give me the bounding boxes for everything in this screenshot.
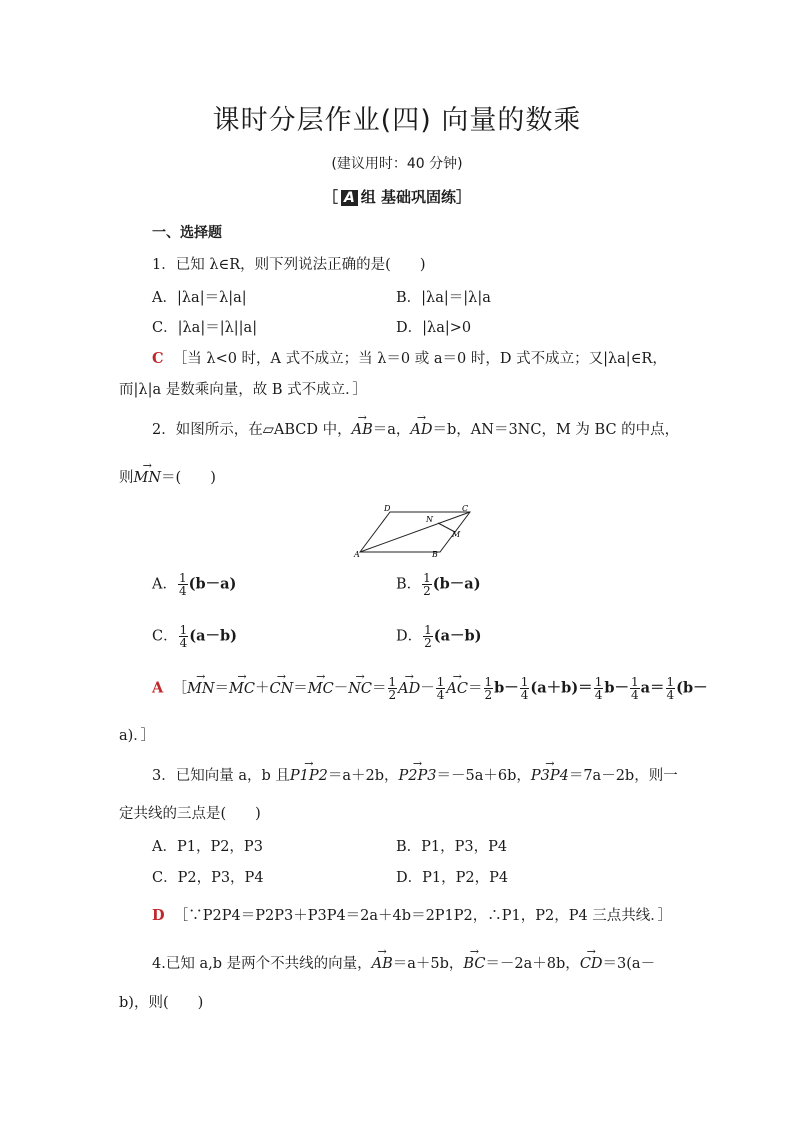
frac-num: 1 <box>594 675 603 689</box>
term-ab: (a＋b)＝ <box>530 679 593 697</box>
frac-num: 1 <box>178 571 187 585</box>
frac-den: 2 <box>484 688 493 702</box>
fraction-quarter <box>594 676 604 701</box>
fraction-quarter <box>666 676 676 701</box>
q2-stem-line1 <box>152 418 679 439</box>
frac-num: 1 <box>179 623 188 637</box>
q2-option-d <box>396 624 482 649</box>
vector-ad: → AD <box>410 422 432 438</box>
frac-num: 1 <box>424 623 432 637</box>
q1-explanation-line1 <box>152 347 667 368</box>
group-letter-badge: A <box>341 190 358 206</box>
q3-s2: ＝－5a＋6b， <box>436 768 531 784</box>
q1-explain-2: 而|λ|a 是数乘向量，故 B 式不成立．］ <box>119 382 367 398</box>
fraction-quarter <box>436 676 446 701</box>
label-a: A <box>354 550 360 558</box>
plus: ＋ <box>254 680 270 697</box>
equals: ＝ <box>468 680 483 697</box>
frac-num: 1 <box>630 675 639 689</box>
equals: ＝ <box>214 680 230 697</box>
q4-s2: ＝－2a＋8b， <box>485 956 580 972</box>
page-title: 课时分层作业(四) 向量的数乘 <box>212 105 582 136</box>
frac-den: 2 <box>423 584 431 598</box>
vector-p1p2: → P1P2 <box>290 768 328 784</box>
q3-explanation <box>152 904 672 925</box>
fraction-quarter <box>178 572 188 597</box>
frac-num: 1 <box>388 675 397 689</box>
fraction-quarter <box>630 676 640 701</box>
q1-option-a: A．|λa|＝λ|a| <box>152 290 247 306</box>
vector-nc: → NC <box>348 681 372 697</box>
q2-explain-2: a)．］ <box>119 728 156 744</box>
frac-num: 1 <box>436 675 445 689</box>
vector-ad: → AD <box>398 681 420 697</box>
vector-p3p4: → P3P4 <box>531 768 569 784</box>
vector-mc: → MC <box>229 681 255 697</box>
label-n: N <box>426 515 433 524</box>
frac-num: 1 <box>666 675 675 689</box>
q3-s3: ＝7a－2b，则一 <box>568 768 678 784</box>
group-text: 组 基础巩固练 <box>360 188 457 206</box>
q1-option-c: C．|λa|＝|λ||a| <box>152 320 258 336</box>
term-a: a＝ <box>640 679 665 697</box>
q2-answer: A <box>152 679 164 697</box>
q2-eq-b: ＝b，AN＝3NC，M 为 BC 的中点， <box>432 422 680 438</box>
q4-stem-line1 <box>152 952 655 973</box>
vector-ac: → AC <box>446 681 468 697</box>
vector-cd: → CD <box>580 956 603 972</box>
q1-stem: 1．已知 λ∈R，则下列说法正确的是( ) <box>152 257 426 273</box>
vector-bc: → BC <box>463 956 485 972</box>
q2-a-expr: (b－a) <box>188 575 237 593</box>
q1-option-b: B．|λa|＝|λ|a <box>396 290 491 306</box>
frac-den: 4 <box>666 688 675 702</box>
q2-option-a <box>152 572 236 597</box>
q2-stem-1a: 2．如图所示，在▱ABCD 中， <box>152 422 352 438</box>
group-bracket-close: ］ <box>456 188 472 206</box>
vector-mn: → MN <box>187 681 215 697</box>
q2-a-label: A． <box>152 576 177 593</box>
q3-explain: ［∵P2P4＝P2P3＋P3P4＝2a＋4b＝2P1P2，∴P1，P2，P4 三点共线．］ <box>173 908 673 924</box>
equals: ＝ <box>293 680 308 697</box>
frac-den: 2 <box>388 688 397 702</box>
fraction-half <box>484 676 494 701</box>
q2-b-label: B． <box>396 576 422 593</box>
group-heading <box>0 186 794 207</box>
equals: ＝ <box>372 680 387 697</box>
q3-option-c: C．P2，P3，P4 <box>152 870 264 886</box>
minus: － <box>420 680 435 697</box>
q1-option-d: D．|λa|>0 <box>396 320 472 336</box>
q2-c-expr: (a－b) <box>189 627 238 645</box>
label-d: D <box>384 504 391 513</box>
q2-stem-2a: 则 <box>119 470 134 486</box>
q3-answer: D <box>152 907 165 924</box>
fraction-half <box>388 676 398 701</box>
q1-answer: C <box>152 350 164 367</box>
vector-ab: → AB <box>372 956 393 972</box>
q2-option-c <box>152 624 237 649</box>
term-end: (b－ <box>676 679 708 697</box>
label-c: C <box>462 504 469 513</box>
frac-den: 4 <box>436 688 445 702</box>
q2-d-label: D． <box>396 628 423 645</box>
frac-num: 1 <box>484 675 493 689</box>
vector-ab: → AB <box>352 422 373 438</box>
term-b: b－ <box>494 679 519 697</box>
label-b: B <box>432 550 438 558</box>
frac-den: 4 <box>520 688 529 702</box>
q4-s3: ＝3(a－ <box>602 956 656 972</box>
frac-den: 2 <box>424 636 432 650</box>
vector-p2p3: → P2P3 <box>399 768 437 784</box>
q3-stem-line2: 定共线的三点是( ) <box>119 806 261 822</box>
q2-stem-line2 <box>119 466 216 487</box>
q2-b-expr: (b－a) <box>432 575 481 593</box>
q1-explain-1: ［当 λ<0 时，A 式不成立；当 λ＝0 或 a＝0 时，D 式不成立；又|λa|∈R， <box>172 351 667 367</box>
frac-den: 4 <box>178 584 187 598</box>
q4-stem-1a: 4.已知 a,b 是两个不共线的向量， <box>152 956 372 972</box>
q3-s1: ＝a＋2b， <box>327 768 399 784</box>
label-m: M <box>452 530 461 539</box>
q2-d-expr: (a－b) <box>433 627 482 645</box>
q3-stem-line1 <box>152 764 678 785</box>
group-bracket-open: ［ <box>322 188 338 206</box>
vector-mn: → MN <box>134 470 162 486</box>
fraction-quarter <box>179 624 189 649</box>
bracket-open: ［ <box>172 680 187 697</box>
q3-stem-1: 3．已知向量 a，b 且 <box>152 768 290 784</box>
section-heading: 一、选择题 <box>152 225 222 241</box>
q2-eq-a: ＝a， <box>372 422 411 438</box>
frac-num: 1 <box>520 675 529 689</box>
minus: － <box>333 680 349 697</box>
frac-den: 4 <box>594 688 603 702</box>
fraction-half <box>423 624 433 649</box>
fraction-quarter <box>520 676 530 701</box>
q2-stem-2b: ＝( ) <box>161 470 216 486</box>
fraction-half <box>422 572 432 597</box>
frac-den: 4 <box>630 688 639 702</box>
q4-s1: ＝a＋5b， <box>392 956 464 972</box>
q4-stem-line2: b)，则( ) <box>119 995 204 1011</box>
q3-option-b: B．P1，P3，P4 <box>396 839 508 855</box>
frac-den: 4 <box>179 636 188 650</box>
q2-option-b <box>396 572 481 597</box>
vector-mc: → MC <box>308 681 334 697</box>
q2-explanation-line1 <box>152 676 708 701</box>
q3-option-a: A．P1，P2，P3 <box>152 839 263 855</box>
vector-cn: → CN <box>269 681 293 697</box>
q2-c-label: C． <box>152 628 178 645</box>
q3-option-d: D．P1，P2，P4 <box>396 870 509 886</box>
term-b: b－ <box>604 679 629 697</box>
parallelogram-figure <box>352 502 477 558</box>
frac-num: 1 <box>423 571 431 585</box>
suggested-time: (建议用时：40 分钟) <box>331 156 463 172</box>
